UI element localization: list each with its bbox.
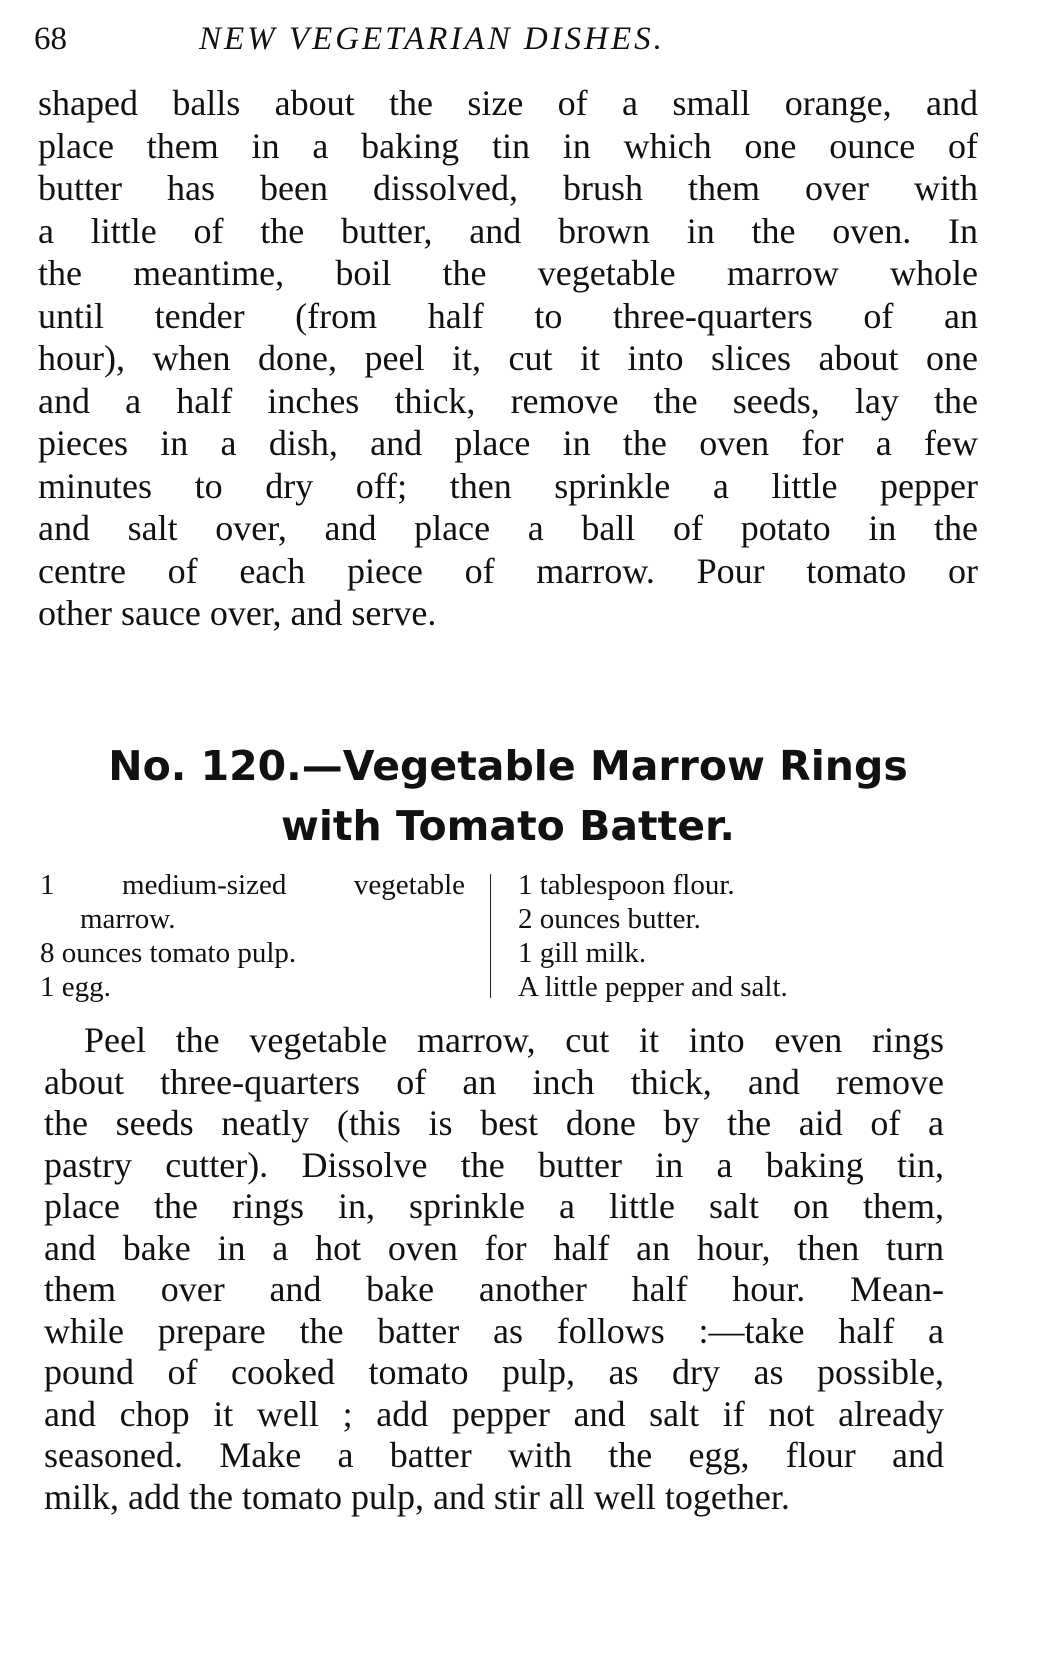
paragraph-line: and a half inches thick, remove the seeds, lay the [38,380,978,421]
paragraph-line: place them in a baking tin in which one ounce of [38,125,978,166]
paragraph-line: the seeds neatly (this is best done by the aid of a [44,1103,944,1143]
ingredient-word: medium-sized [122,869,287,901]
paragraph-line: place the rings in, sprinkle a little salt on them, [44,1186,944,1226]
running-title: NEW VEGETARIAN DISHES. [199,21,665,57]
recipe-heading-line: with Tomato Batter. [281,802,735,850]
paragraph-line: shaped balls about the size of a small orange, and [38,83,978,123]
paragraph-line: pastry cutter). Dissolve the butter in a baking tin, [44,1144,944,1185]
paragraph-line: until tender (from half to three-quarters of an [38,295,978,336]
paragraph-line: hour), when done, peel it, cut it into slices about one [38,338,978,378]
recipe-heading-line: No. 120.—Vegetable Marrow Rings [108,742,908,790]
paragraph-line: them over and bake another half hour. Mean- [44,1269,944,1309]
paragraph-line: butter has been dissolved, brush them over with [38,168,978,208]
ingredient-item: 8 ounces tomato pulp. [40,937,297,969]
ingredients-right-column [518,868,918,1004]
paragraph-line: seasoned. Make a batter with the egg, flour and [44,1435,944,1475]
paragraph-line: and salt over, and place a ball of potato in the [38,508,978,548]
paragraph-line: and bake in a hot oven for half an hour, then turn [44,1227,944,1268]
paragraph-line: centre of each piece of marrow. Pour tomato or [38,550,978,591]
paragraph-line: and chop it well ; add pepper and salt if not already [44,1393,944,1434]
paragraph-line: a little of the butter, and brown in the oven. In [38,210,978,251]
paragraph-line: while prepare the batter as follows :—take half a [44,1310,944,1351]
ingredient-item: 1 tablespoon flour. [518,869,735,901]
ingredients-left-column [40,868,465,1004]
ingredient-item [40,868,465,902]
ingredient-item: 2 ounces butter. [518,903,701,935]
paragraph-line: pound of cooked tomato pulp, as dry as possible, [44,1352,944,1392]
paragraph-line: Peel the vegetable marrow, cut it into even rings [84,1020,944,1060]
ingredient-item: 1 gill milk. [518,937,647,969]
recipe-method-paragraph [44,1020,944,1518]
paragraph-line: other sauce over, and serve. [38,593,437,633]
paragraph-line: pieces in a dish, and place in the oven for a few [38,423,978,463]
paragraph-line: milk, add the tomato pulp, and stir all well together. [44,1476,790,1517]
ingredient-item: A little pepper and salt. [518,971,788,1003]
paragraph-line: the meantime, boil the vegetable marrow whole [38,253,978,293]
ingredient-item-continuation: marrow. [80,903,176,935]
paragraph-line: minutes to dry off; then sprinkle a little pepper [38,465,978,506]
recipe-heading [38,736,978,856]
ingredient-word: vegetable [353,869,465,901]
ingredient-item: 1 egg. [40,971,111,1003]
running-header [34,16,994,62]
column-divider [490,874,491,998]
page-number: 68 [34,21,67,57]
continued-paragraph [38,82,978,635]
ingredient-quantity: 1 [40,869,55,901]
paragraph-line: about three-quarters of an inch thick, and remove [44,1061,944,1102]
